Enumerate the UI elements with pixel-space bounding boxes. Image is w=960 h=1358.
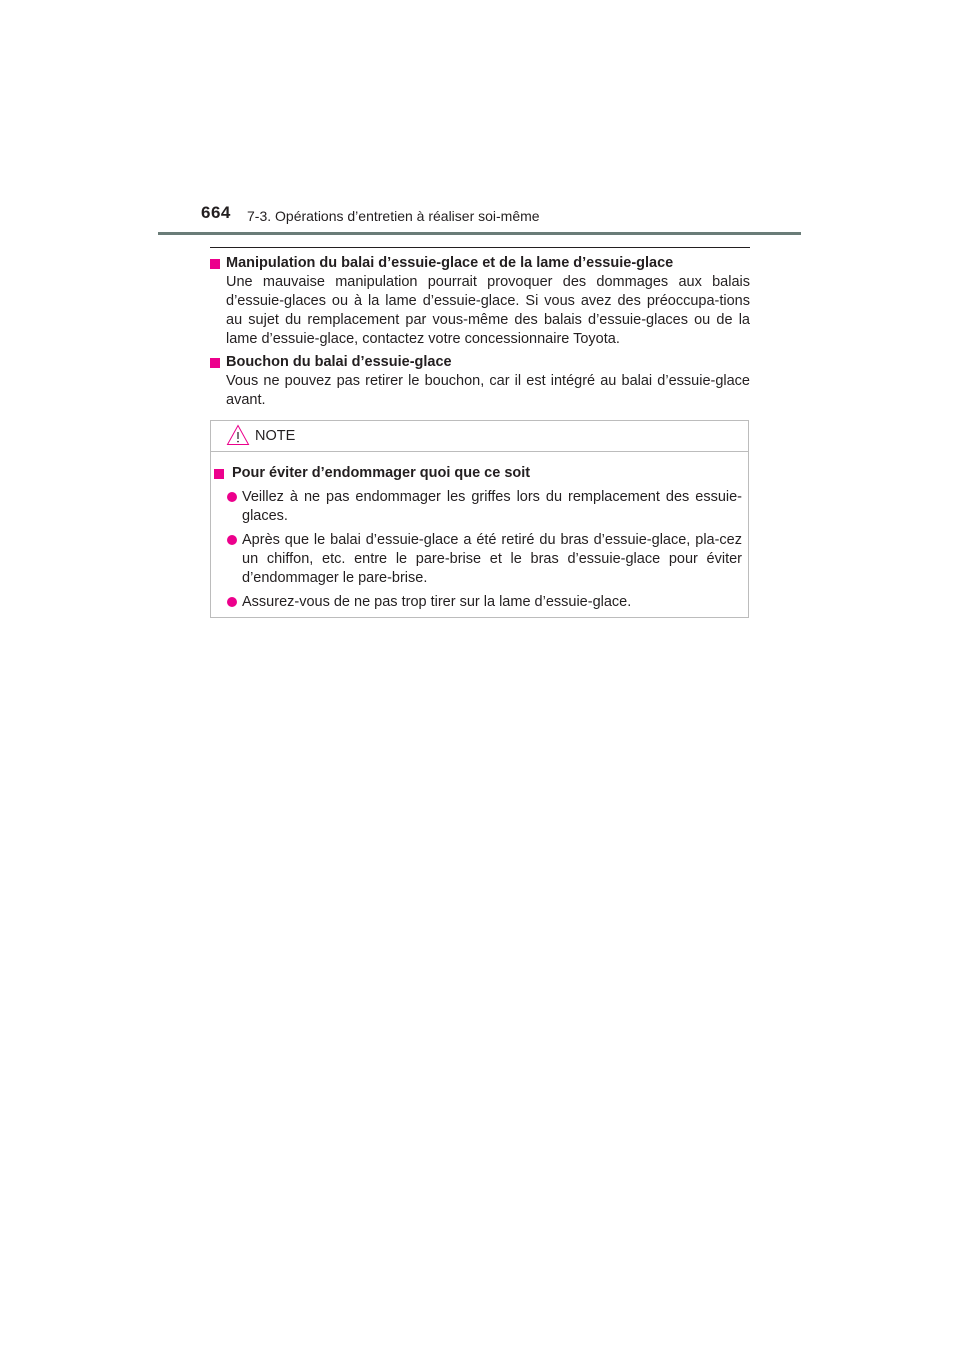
page-header bbox=[0, 0, 960, 240]
note-item-text: Assurez-vous de ne pas trop tirer sur la lame d’essuie-glace. bbox=[242, 594, 632, 610]
main-content bbox=[210, 254, 750, 414]
round-bullet-icon bbox=[227, 535, 237, 545]
note-item bbox=[211, 531, 748, 588]
section-wiper-handling bbox=[210, 254, 750, 349]
section-heading: Bouchon du balai d’essuie-glace bbox=[226, 354, 452, 370]
round-bullet-icon bbox=[227, 597, 237, 607]
header-rule bbox=[158, 232, 801, 235]
round-bullet-icon bbox=[227, 492, 237, 502]
square-bullet-icon bbox=[210, 259, 220, 269]
square-bullet-icon bbox=[214, 469, 224, 479]
square-bullet-icon bbox=[210, 358, 220, 368]
warning-triangle-icon bbox=[226, 424, 250, 446]
note-item bbox=[211, 593, 748, 612]
note-header bbox=[211, 421, 748, 452]
note-item-text: Après que le balai d’essuie-glace a été retiré du bras d’essuie-glace, pla-cez un chiffon, etc. entre le pare-brise et le bras d’essuie-glace pour éviter d’endommager le pare-brise. bbox=[242, 532, 742, 586]
note-label: NOTE bbox=[255, 428, 296, 444]
page-number: 664 bbox=[201, 203, 231, 222]
section-wiper-cap bbox=[210, 353, 750, 410]
section-title: 7-3. Opérations d’entretien à réaliser soi-même bbox=[247, 208, 540, 224]
note-box bbox=[210, 420, 749, 618]
section-heading: Manipulation du balai d’essuie-glace et de la lame d’essuie-glace bbox=[226, 255, 674, 271]
section-body: Une mauvaise manipulation pourrait provoquer des dommages aux balais d’essuie-glaces ou à la lame d’essuie-glace. Si vous avez des préoccupa-tions au sujet du remplacement par vous-même des balais d’essuie-glaces ou de la lame d’essuie-glace, contactez votre concessionnaire Toyota. bbox=[226, 274, 750, 347]
note-heading: Pour éviter d’endommager quoi que ce soit bbox=[232, 465, 531, 481]
content-top-rule bbox=[210, 247, 750, 248]
section-body: Vous ne pouvez pas retirer le bouchon, car il est intégré au balai d’essuie-glace avant. bbox=[226, 373, 750, 408]
note-body bbox=[211, 464, 748, 612]
note-item bbox=[211, 488, 748, 526]
note-item-text: Veillez à ne pas endommager les griffes lors du remplacement des essuie-glaces. bbox=[242, 489, 742, 524]
